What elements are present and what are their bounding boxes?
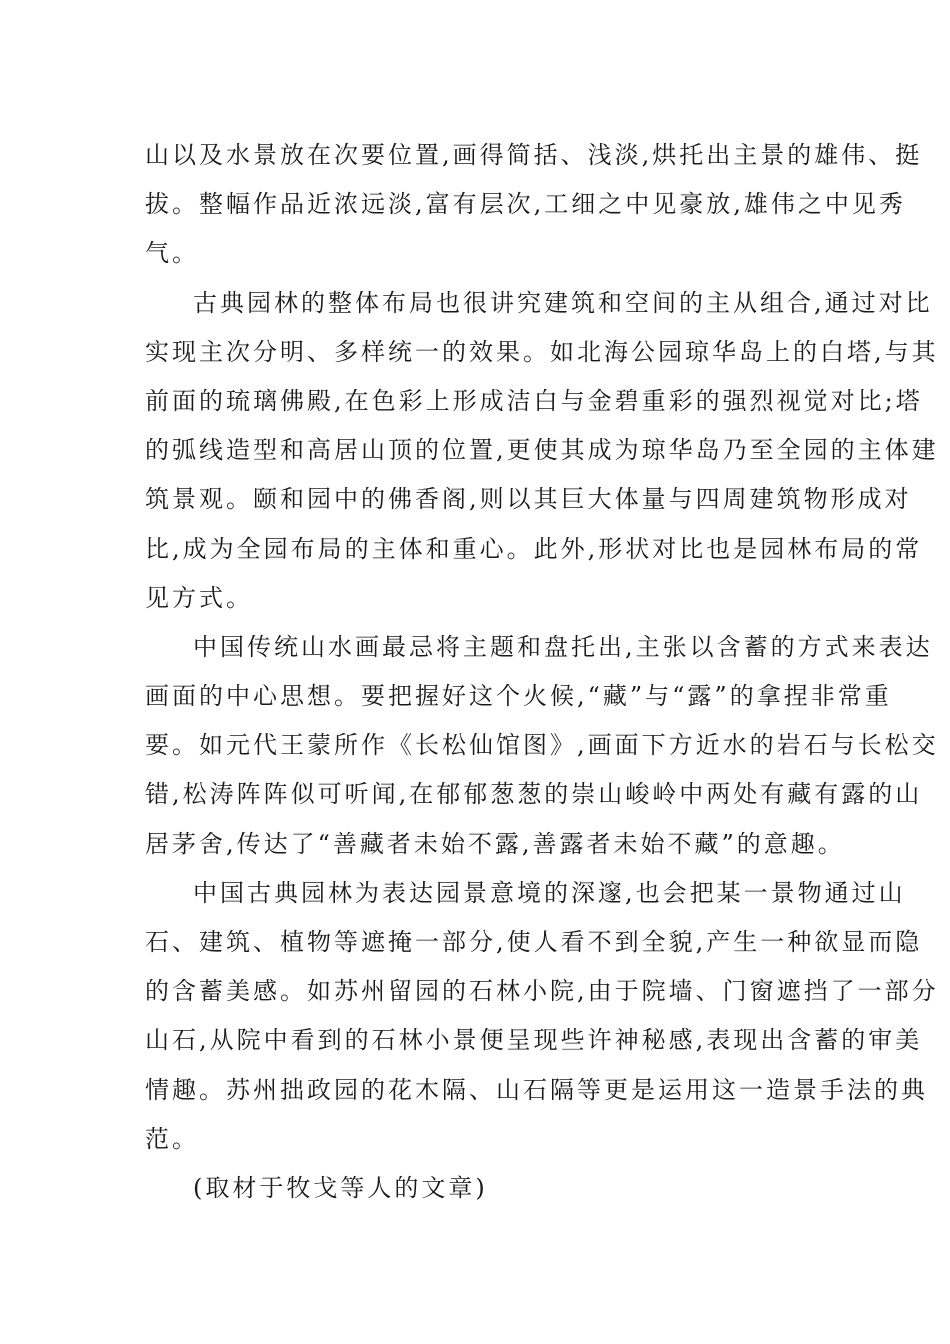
text-line: 实现主次分明、多样统一的效果。如北海公园琼华岛上的白塔,与其 bbox=[145, 337, 939, 366]
text-line: 前面的琉璃佛殿,在色彩上形成洁白与金碧重彩的强烈视觉对比;塔 bbox=[145, 386, 923, 415]
text-line: 范。 bbox=[145, 1124, 199, 1153]
paragraph-continuation bbox=[145, 131, 923, 279]
source-citation bbox=[145, 1164, 810, 1213]
text-line: 错,松涛阵阵似可听闻,在郁郁葱葱的崇山峻岭中两处有藏有露的山 bbox=[145, 780, 923, 809]
text-line: 石、建筑、植物等遮掩一部分,使人看不到全貌,产生一种欲显而隐 bbox=[145, 928, 923, 956]
text-line: 情趣。苏州拙政园的花木隔、山石隔等更是运用这一造景手法的典 bbox=[145, 1075, 928, 1104]
text-line: 拔。整幅作品近浓远淡,富有层次,工细之中见豪放,雄伟之中见秀 bbox=[145, 190, 906, 219]
text-line: 气。 bbox=[145, 239, 199, 268]
paragraph-landscape-painting bbox=[145, 623, 939, 869]
text-line: 的含蓄美感。如苏州留园的石林小院,由于院墙、门窗遮挡了一部分 bbox=[145, 977, 939, 1006]
text-line: 画面的中心思想。要把握好这个火候,“藏”与“露”的拿捏非常重 bbox=[145, 682, 892, 711]
article-body bbox=[145, 131, 939, 1213]
text-line: 古典园林的整体布局也很讲究建筑和空间的主从组合,通过对比 bbox=[193, 288, 933, 317]
text-line: 居茅舍,传达了“善藏者未始不露,善露者未始不藏”的意趣。 bbox=[145, 829, 845, 858]
citation-line: (取材于牧戈等人的文章) bbox=[193, 1173, 488, 1202]
text-line: 筑景观。颐和园中的佛香阁,则以其巨大体量与四周建筑物形成对 bbox=[145, 485, 912, 514]
text-line: 比,成为全园布局的主体和重心。此外,形状对比也是园林布局的常 bbox=[145, 534, 923, 563]
paragraph-classical-garden bbox=[145, 869, 939, 1164]
text-line: 中国传统山水画最忌将主题和盘托出,主张以含蓄的方式来表达 bbox=[193, 632, 933, 661]
text-line: 见方式。 bbox=[145, 583, 253, 612]
text-line: 中国古典园林为表达园景意境的深邃,也会把某一景物通过山 bbox=[193, 878, 906, 907]
text-line: 的弧线造型和高居山顶的位置,更使其成为琼华岛乃至全园的主体建 bbox=[145, 436, 939, 465]
text-line: 山石,从院中看到的石林小景便呈现些许神秘感,表现出含蓄的审美 bbox=[145, 1026, 923, 1055]
text-line: 山以及水景放在次要位置,画得简括、浅淡,烘托出主景的雄伟、挺 bbox=[145, 141, 923, 169]
text-line: 要。如元代王蒙所作《长松仙馆图》,画面下方近水的岩石与长松交 bbox=[145, 731, 939, 760]
paragraph-garden-layout bbox=[145, 279, 939, 623]
